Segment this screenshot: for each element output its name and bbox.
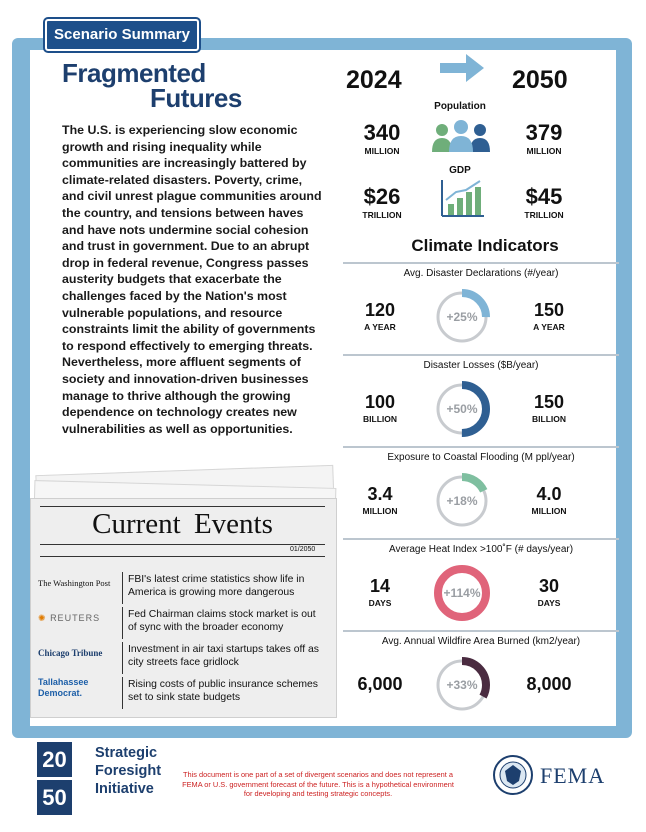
indicator-separator: [343, 446, 619, 448]
news-item-text: FBI's latest crime statistics show life in America is growing more dangerous: [128, 574, 305, 598]
gdp-end: $45: [525, 184, 563, 209]
indicator-label: Average Heat Index >100˚F (# days/year): [388, 544, 574, 555]
indicator-label: Exposure to Coastal Flooding (M ppl/year): [387, 452, 575, 463]
washington-post-logo: The Washington Post: [38, 578, 111, 588]
gdp-end-unit: TRILLION: [524, 210, 564, 220]
indicator-separator: [343, 354, 619, 356]
news-item-divider: [122, 642, 123, 674]
news-item-divider: [122, 572, 123, 604]
dhs-seal-icon: [493, 755, 533, 795]
fema-logo: FEMA: [540, 763, 606, 788]
initiative-name: Strategic Foresight Initiative: [95, 745, 162, 797]
population-end-unit: MILLION: [526, 146, 562, 156]
title-line1: Fragmented: [62, 58, 206, 88]
indicator-start: 120: [364, 300, 396, 320]
indicator-end: 150: [533, 300, 565, 320]
news-item-text: Investment in air taxi startups takes off as city streets face gridlock: [128, 644, 319, 668]
indicator-end: 30: [538, 576, 560, 596]
indicator-end-unit: BILLION: [532, 414, 566, 424]
indicator-separator: [343, 630, 619, 632]
sf-box-top: 20: [37, 742, 72, 777]
indicator-change: +25%: [446, 310, 478, 324]
indicator-end: 8,000: [526, 674, 572, 694]
indicator-end: 150: [533, 392, 565, 412]
indicator-label: Disaster Losses ($B/year): [423, 360, 539, 371]
indicator-label: Avg. Annual Wildfire Area Burned (km2/year): [381, 636, 581, 647]
indicator-separator: [343, 262, 619, 264]
chicago-tribune-logo: Chicago Tribune: [38, 648, 103, 658]
title-line2: Futures: [150, 83, 242, 113]
year-end: 2050: [512, 66, 568, 94]
population-end: 379: [525, 120, 563, 145]
news-item-text: Fed Chairman claims stock market is out of sync with the broader economy: [128, 609, 316, 633]
growth-chart-icon: [440, 178, 486, 218]
indicator-end-unit: MILLION: [531, 506, 567, 516]
indicator-start-unit: DAYS: [368, 598, 392, 608]
population-start: 340: [363, 120, 401, 145]
indicator-end-unit: A YEAR: [533, 322, 565, 332]
indicator-start-unit: MILLION: [362, 506, 398, 516]
news-rule: [40, 544, 325, 545]
indicator-change: +50%: [446, 402, 478, 416]
indicator-start-unit: BILLION: [363, 414, 397, 424]
news-title: Current Events: [92, 508, 273, 540]
news-rule: [40, 556, 325, 557]
year-start: 2024: [346, 66, 402, 94]
climate-indicators-title: Climate Indicators: [411, 236, 559, 255]
indicator-label: Avg. Disaster Declarations (#/year): [403, 268, 559, 279]
indicator-change: +18%: [446, 494, 478, 508]
news-item-text: Rising costs of public insurance schemes set to sink state budgets: [128, 679, 319, 703]
indicator-start: 14: [369, 576, 391, 596]
indicator-start: 6,000: [357, 674, 403, 694]
news-rule: [40, 506, 325, 507]
gdp-start: $26: [363, 184, 401, 209]
reuters-logo: ✺ REUTERS: [38, 613, 101, 623]
news-item: [38, 607, 323, 641]
reuters-dot-icon: ✺: [38, 613, 47, 623]
gdp-start-unit: TRILLION: [362, 210, 402, 220]
indicator-change: +114%: [443, 586, 481, 600]
scenario-summary-text: The U.S. is experiencing slow economic growth and rising inequality while communities are increasingly battered by climate-related disasters. Poverty, crime, and civil unrest plague communities around the country, and tensions between haves and have nots undermine social cohesion and trust in government. Due to an abrupt drop in federal revenue, Congress passes austerity budgets that exacerbate the challenges faced by the Nation's most vulnerable populations, and resource constraints limit the ability of governments to respond effectively to emerging threats. Nevertheless, more affluent segments of society and innovation-driven businesses manage to thrive although the growing dependence on technology creates new vulnerabilities as well as opportunities.: [62, 123, 322, 436]
people-icon: [430, 118, 492, 154]
indicator-end: 4.0: [536, 484, 562, 504]
news-item: [38, 642, 323, 676]
scenario-summary-tag: Scenario Summary: [45, 19, 199, 51]
tallahassee-democrat-logo: Tallahassee Democrat.: [38, 677, 89, 698]
news-item: [38, 677, 323, 711]
gdp-label: GDP: [449, 165, 471, 176]
indicator-start: 100: [364, 392, 396, 412]
population-start-unit: MILLION: [364, 146, 400, 156]
indicator-change: +33%: [446, 678, 478, 692]
news-item-divider: [122, 607, 123, 639]
indicator-separator: [343, 538, 619, 540]
indicator-start: 3.4: [367, 484, 393, 504]
news-item-divider: [122, 677, 123, 709]
arrow-right-icon: [440, 52, 486, 84]
population-label: Population: [434, 101, 486, 112]
indicator-start-unit: A YEAR: [364, 322, 396, 332]
indicator-end-unit: DAYS: [537, 598, 561, 608]
news-date: 01/2050: [290, 546, 316, 553]
news-item: [38, 572, 323, 606]
sf-box-bottom: 50: [37, 780, 72, 815]
disclaimer: This document is one part of a set of divergent scenarios and does not represent a FEMA or U.S. government forecast of the future. This is a hypothetical environment for developing and testing strategic concepts.: [182, 770, 454, 798]
